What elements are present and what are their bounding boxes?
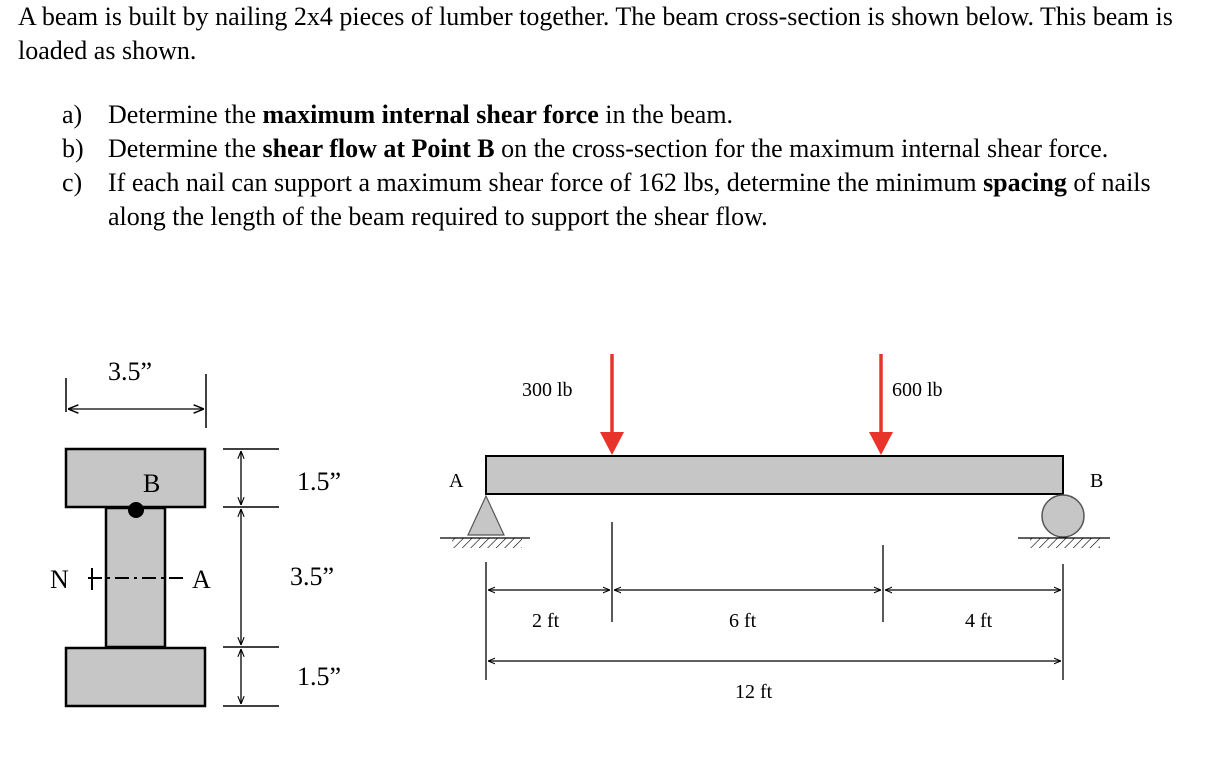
question-b-bold: shear flow at Point B — [262, 134, 495, 163]
load-300-label: 300 lb — [522, 379, 573, 401]
question-b-pre: Determine the — [108, 134, 263, 163]
question-c-bold: spacing — [983, 168, 1067, 197]
pin-support — [468, 496, 504, 535]
beam-diagram — [440, 354, 1110, 703]
question-b-post: on the cross-section for the maximum internal shear force. — [494, 134, 1109, 163]
beam-body — [486, 456, 1063, 494]
support-a-label: A — [449, 470, 464, 492]
seg-3-label: 4 ft — [965, 610, 993, 632]
cross-section — [50, 357, 341, 706]
question-a-post: in the beam. — [598, 100, 734, 129]
load-300-arrow — [600, 354, 624, 455]
question-a-bold: maximum internal shear force — [262, 100, 599, 129]
roller-ground-hatch — [1030, 538, 1100, 548]
top-flange — [66, 449, 205, 507]
seg-1-label: 2 ft — [532, 610, 560, 632]
flange-bottom-dim-label: 1.5” — [297, 662, 342, 691]
question-c-pre: If each nail can support a maximum shear force of 162 lbs, determine the minimum — [108, 168, 984, 197]
flange-top-dim-label: 1.5” — [297, 467, 342, 496]
point-b-label: B — [143, 469, 161, 498]
point-b-dot — [128, 502, 144, 518]
pin-ground-hatch — [452, 538, 522, 548]
bottom-flange — [66, 648, 205, 706]
problem-intro: A beam is built by nailing 2x4 pieces of lumber together. The beam cross-section is shown below. This beam is loaded as shown. — [18, 2, 1173, 65]
load-600-label: 600 lb — [892, 379, 943, 401]
neutral-axis-label: N — [50, 565, 69, 594]
support-b-label: B — [1090, 470, 1104, 492]
web-dim-label: 3.5” — [290, 562, 335, 591]
question-c-post: of nails along the length of the beam required to support the shear flow. — [108, 168, 1151, 231]
question-a-label: a) — [62, 100, 83, 129]
question-c-label: c) — [62, 168, 83, 197]
question-b-label: b) — [62, 134, 84, 163]
seg-2-label: 6 ft — [729, 610, 757, 632]
roller-support — [1042, 495, 1084, 537]
total-label: 12 ft — [735, 681, 773, 703]
axis-end-label: A — [192, 565, 211, 594]
width-dim-label: 3.5” — [108, 357, 153, 386]
load-600-arrow — [869, 354, 893, 455]
question-a-pre: Determine the — [108, 100, 263, 129]
